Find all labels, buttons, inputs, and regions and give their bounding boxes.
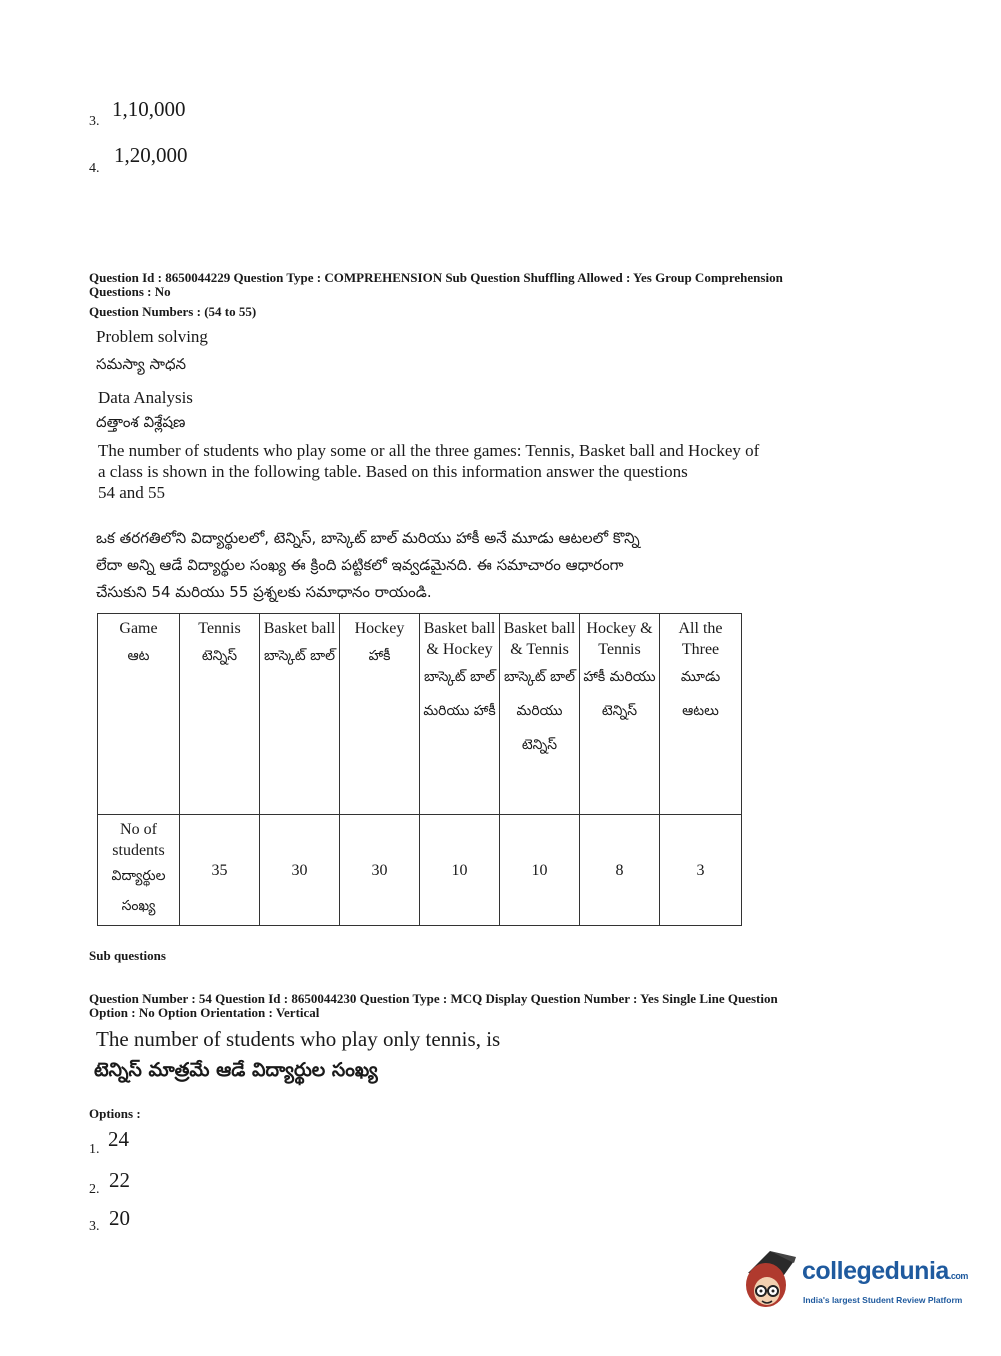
table-header-cell: Game ఆట xyxy=(98,614,180,815)
passage-telugu xyxy=(96,525,816,606)
option-value: 1,20,000 xyxy=(114,143,188,167)
passage-te-line: ఒక తరగతిలోని విద్యార్థులలో, టెన్నిస్, బాస్కెట్ బాల్ మరియు హాకీ అనే మూడు ఆటలలో కొన్ని xyxy=(96,529,640,547)
option-value: 1,10,000 xyxy=(112,97,186,121)
table-header-cell: Hockey హాకీ xyxy=(340,614,420,815)
table-cell: 8 xyxy=(580,815,660,926)
table-cell: 30 xyxy=(260,815,340,926)
table-header-cell: Hockey & Tennis హాకీ మరియు టెన్నిస్ xyxy=(580,614,660,815)
question-meta-line2: Questions : No xyxy=(89,284,171,299)
passage-english xyxy=(98,440,838,503)
passage-en-line: The number of students who play some or all the three games: Tennis, Basket ball and Hockey of xyxy=(98,441,760,460)
logo-wordmark: collegedunia xyxy=(802,1257,949,1285)
question-meta xyxy=(89,271,969,299)
option-2[interactable]: 22 xyxy=(109,1168,130,1192)
table-row xyxy=(98,815,742,926)
topic-telugu: సమస్యా సాధన xyxy=(96,355,187,373)
option-number: 4. xyxy=(89,161,100,176)
passage-en-line: a class is shown in the following table. Based on this information answer the questions xyxy=(98,462,688,481)
option-number: 2. xyxy=(89,1182,100,1197)
table-header-cell: Basket ball & Hockey బాస్కెట్ బాల్ మరియు హాకీ xyxy=(420,614,500,815)
question-54-meta xyxy=(89,992,969,1020)
question-meta-line1: Question Id : 8650044229 Question Type : COMPREHENSION Sub Question Shuffling Allowed : Yes Group Comprehension xyxy=(89,270,783,285)
question-54-meta-line2: Option : No Option Orientation : Vertical xyxy=(89,1005,320,1020)
table-header-cell: Basket ball & Tennis బాస్కెట్ బాల్ మరియు టెన్నిస్ xyxy=(500,614,580,815)
sub-questions-label: Sub questions xyxy=(89,948,166,963)
option-number: 1. xyxy=(89,1142,100,1157)
table-cell: 30 xyxy=(340,815,420,926)
table-row-label: No of students విద్యార్థుల సంఖ్య xyxy=(98,815,180,926)
option-1[interactable]: 24 xyxy=(108,1127,129,1151)
question-numbers: Question Numbers : (54 to 55) xyxy=(89,304,257,319)
question-54-text-english: The number of students who play only tennis, is xyxy=(96,1027,501,1051)
option-3[interactable]: 20 xyxy=(109,1206,130,1230)
mascot-icon xyxy=(740,1247,802,1311)
passage-en-line: 54 and 55 xyxy=(98,483,166,502)
logo-suffix: .com xyxy=(948,1271,968,1281)
games-table xyxy=(97,613,742,926)
table-header-cell: Tennis టెన్నిస్ xyxy=(180,614,260,815)
logo-tagline: India's largest Student Review Platform xyxy=(803,1295,963,1305)
table-cell: 3 xyxy=(660,815,742,926)
question-54-text-telugu: టెన్నిస్ మాత్రమే ఆడే విద్యార్థుల సంఖ్య xyxy=(94,1059,378,1081)
table-header-row xyxy=(98,614,742,815)
table-cell: 35 xyxy=(180,815,260,926)
table-cell: 10 xyxy=(500,815,580,926)
passage-te-line: చేసుకుని 54 మరియు 55 ప్రశ్నలకు సమాధానం రాయండి. xyxy=(96,583,432,601)
table-cell: 10 xyxy=(420,815,500,926)
subtopic-telugu: దత్తాంశ విశ్లేషణ xyxy=(96,413,186,431)
option-number: 3. xyxy=(89,114,100,129)
options-label: Options : xyxy=(89,1106,141,1121)
option-number: 3. xyxy=(89,1219,100,1234)
subtopic-english: Data Analysis xyxy=(98,388,193,407)
question-54-meta-line1: Question Number : 54 Question Id : 8650044230 Question Type : MCQ Display Question Number : Yes Single Line Question xyxy=(89,991,778,1006)
table-header-cell: All the Three మూడు ఆటలు xyxy=(660,614,742,815)
topic-english: Problem solving xyxy=(96,327,208,346)
passage-te-line: లేదా అన్ని ఆడే విద్యార్థుల సంఖ్య ఈ క్రింది పట్టికలో ఇవ్వడమైనది. ఈ సమాచారం ఆధారంగా xyxy=(96,556,624,574)
collegedunia-logo[interactable] xyxy=(740,1245,970,1317)
table-header-cell: Basket ball బాస్కెట్ బాల్ xyxy=(260,614,340,815)
